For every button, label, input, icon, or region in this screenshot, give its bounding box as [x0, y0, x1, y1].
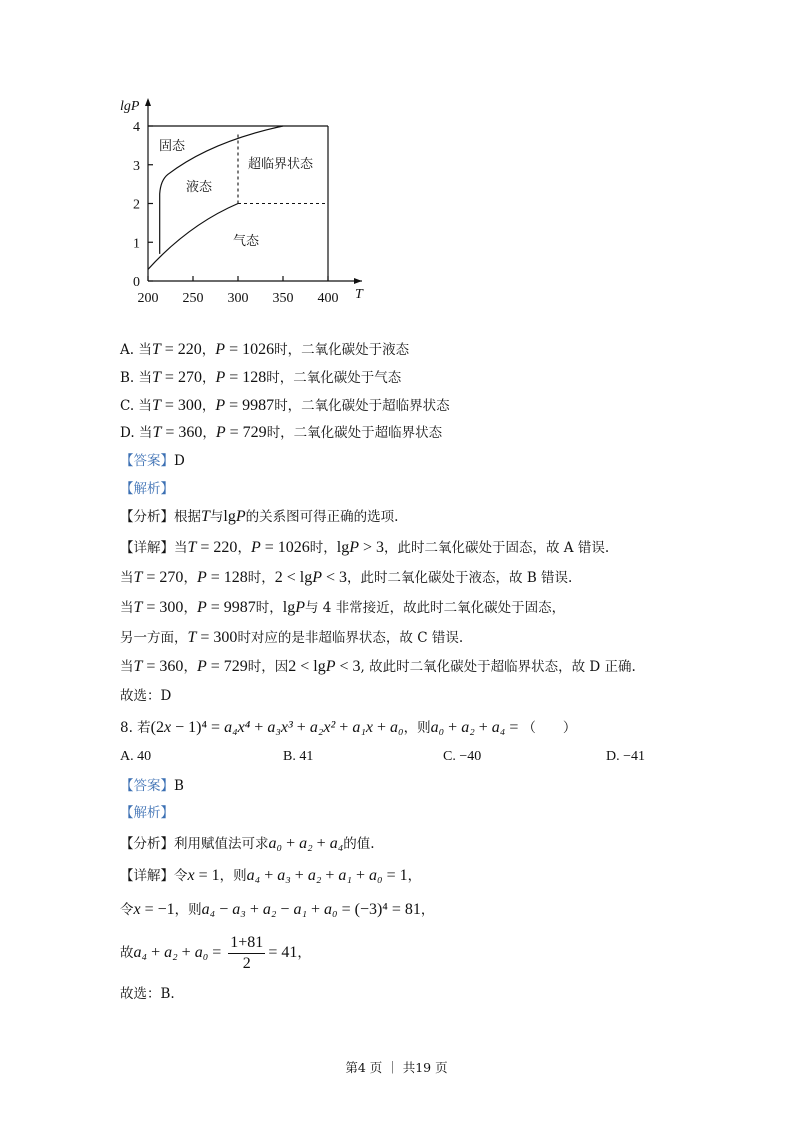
text-line	[120, 628, 463, 648]
text-line	[120, 340, 409, 360]
numerator: 1+81	[228, 933, 265, 954]
math-run: T	[187, 629, 197, 646]
fraction	[228, 933, 265, 974]
math-run: a₄	[201, 901, 216, 918]
text-line	[120, 507, 398, 527]
text-run: ，	[202, 425, 216, 441]
y-axis-label: lgP	[120, 99, 140, 114]
math-run: a₄	[246, 867, 261, 884]
text-line	[120, 718, 576, 738]
text-line	[120, 866, 421, 886]
math-run: P	[196, 569, 207, 586]
text-run: 当	[120, 570, 134, 586]
text-line	[120, 451, 185, 471]
text-run: ，则	[403, 720, 431, 736]
math-run: T	[152, 424, 162, 441]
text-run: 时，	[247, 570, 275, 586]
math-run: +	[260, 867, 278, 884]
text-run: 【详解】令	[120, 868, 188, 884]
option-b: B. 41	[283, 749, 314, 764]
text-line	[120, 368, 401, 388]
math-run: > 3	[358, 539, 385, 556]
text-run: 当	[120, 659, 134, 675]
math-run: a₂	[461, 719, 475, 736]
text-line	[120, 598, 565, 618]
math-run: = (−3)⁴ = 81	[337, 901, 421, 918]
math-run: < 3	[322, 569, 348, 586]
math-run: P	[215, 341, 226, 358]
phase-diagram-chart	[0, 0, 793, 320]
math-run: = 1026	[260, 539, 310, 556]
math-run: T	[152, 369, 161, 386]
text-run: 时，二氧化碳处于超临界状态	[266, 425, 443, 441]
section-label: 【答案】	[120, 778, 174, 794]
math-run: P	[196, 599, 207, 616]
text-run: ，	[420, 902, 435, 918]
math-run: a₄	[329, 835, 344, 852]
text-run: 【分析】利用赋值法可求	[120, 836, 269, 852]
math-run: a₃	[277, 867, 291, 884]
math-run: +	[335, 719, 353, 736]
text-run: 时，二氧化碳处于超临界状态	[274, 398, 450, 414]
math-run: P	[196, 658, 207, 675]
text-run: ，则	[219, 868, 247, 884]
math-run: +	[321, 867, 339, 884]
text-line	[120, 396, 450, 416]
math-run: = 360	[161, 424, 203, 441]
text-run: ，	[183, 659, 197, 675]
text-line	[120, 538, 609, 558]
math-run: P	[349, 539, 359, 556]
text-line	[120, 900, 434, 920]
math-run: < 3	[335, 658, 361, 675]
text-run: A. 当	[120, 342, 152, 358]
page-footer: 第4 页 ｜ 共19 页	[345, 1060, 448, 1075]
denominator: 2	[242, 955, 251, 972]
math-run: a₄x⁴	[224, 719, 251, 736]
text-run: 时，	[255, 600, 283, 616]
math-run: a₀	[194, 944, 209, 961]
text-run: ，	[297, 945, 311, 961]
math-run: a₁	[338, 867, 352, 884]
text-run: ，	[407, 868, 422, 884]
math-run: +	[250, 719, 268, 736]
math-run: +	[292, 719, 310, 736]
math-run: = 300	[160, 397, 202, 414]
option-a: A. 40	[120, 749, 152, 764]
math-run: = 729	[206, 658, 248, 675]
math-run: a₂	[164, 944, 178, 961]
text-line	[120, 776, 184, 796]
math-run: P	[235, 508, 246, 525]
math-run: = 9987	[206, 599, 256, 616]
math-run: = 270	[142, 569, 184, 586]
section-label: 【解析】	[120, 481, 174, 497]
text-run: 时，	[309, 540, 337, 556]
math-run: a₁x	[352, 719, 373, 736]
math-run: lg	[282, 599, 296, 616]
math-run: = 360	[142, 658, 184, 675]
math-run: 2 < lg	[288, 658, 326, 675]
math-run: a₀	[369, 867, 383, 884]
x-tick-label: 250	[182, 291, 204, 306]
region-label: 气态	[233, 234, 260, 249]
math-run: P	[215, 397, 226, 414]
math-run: +	[312, 835, 330, 852]
math-run: +	[307, 901, 325, 918]
math-run: a₂x²	[309, 719, 336, 736]
text-line	[120, 479, 174, 499]
text-run: 当	[120, 600, 134, 616]
math-run: 2 < lg	[274, 569, 313, 586]
math-run: a₀	[324, 901, 338, 918]
series-gas-liquid-boundary	[148, 204, 238, 270]
text-run: ，	[183, 570, 197, 586]
math-run: = 1	[382, 867, 408, 884]
x-tick-label: 300	[227, 291, 249, 306]
y-axis-arrow-icon	[145, 98, 151, 106]
text-run: 时，二氧化碳处于气态	[266, 370, 402, 386]
y-tick-label: 1	[133, 236, 140, 252]
region-label: 超临界状态	[248, 157, 314, 172]
math-run: T	[133, 599, 143, 616]
text-run: 【分析】根据	[120, 509, 201, 525]
text-run: , 故此时二氧化碳处于超临界状态，故 D 正确.	[360, 659, 636, 675]
text-run: D. 当	[120, 425, 153, 441]
text-run: 故	[120, 945, 134, 961]
math-run: a₄	[491, 719, 506, 736]
text-run: 的值.	[343, 836, 375, 852]
section-label: 【解析】	[120, 805, 174, 821]
text-line	[120, 423, 442, 443]
math-run: a₀	[268, 835, 283, 852]
option-d: D. −41	[606, 749, 646, 764]
math-run: a₄	[133, 944, 148, 961]
math-run: lg	[223, 508, 236, 525]
math-run: =	[208, 944, 226, 961]
text-run: ，此时二氧化碳处于液态，故 B 错误.	[347, 570, 573, 586]
text-run: 【详解】当	[120, 540, 188, 556]
math-run: P	[215, 424, 226, 441]
math-run: =	[505, 719, 523, 736]
math-run: a₁	[293, 901, 307, 918]
text-run: ，	[183, 600, 197, 616]
math-run: P	[325, 658, 336, 675]
math-run: P	[250, 539, 261, 556]
math-run: T	[151, 341, 161, 358]
text-run: 故选：B.	[120, 986, 175, 1002]
text-run: 时，因	[247, 659, 289, 675]
text-run: （ ）	[522, 720, 577, 736]
text-run: ，	[237, 540, 251, 556]
text-run: 的关系图可得正确的选项.	[245, 509, 399, 525]
text-run: 另一方面，	[120, 630, 188, 646]
text-line	[120, 568, 572, 588]
x-axis-arrow-icon	[354, 278, 362, 284]
math-run: +	[444, 719, 462, 736]
math-run: +	[474, 719, 492, 736]
math-run: = 1026	[225, 341, 275, 358]
region-label: 液态	[186, 180, 213, 195]
math-run: +	[245, 901, 263, 918]
text-run: D	[174, 453, 185, 469]
section-label: 【答案】	[120, 453, 174, 469]
math-run: = 41	[268, 944, 298, 961]
math-run: x	[164, 719, 172, 736]
region-label: 固态	[159, 139, 186, 154]
text-line	[120, 686, 171, 706]
math-run: T	[201, 508, 210, 525]
math-run: = 729	[225, 424, 267, 441]
math-run: x	[133, 901, 141, 918]
math-run: = 1	[194, 867, 220, 884]
math-run: −	[215, 901, 233, 918]
x-axis-label: T	[355, 287, 363, 302]
y-tick-label: 0	[133, 275, 140, 290]
math-run: a₀	[430, 719, 445, 736]
text-run: 8. 若	[120, 720, 151, 736]
math-run: (2	[150, 719, 164, 736]
text-run: 时对应的是非超临界状态，故 C 错误.	[237, 630, 464, 646]
text-run: ，则	[174, 902, 202, 918]
math-run: +	[177, 944, 195, 961]
text-run: 令	[120, 902, 134, 918]
x-tick-label: 400	[317, 291, 339, 306]
math-run: = 128	[225, 369, 267, 386]
option-c: C. −40	[443, 749, 482, 764]
text-line	[120, 657, 636, 677]
x-tick-label: 350	[272, 291, 294, 306]
text-run: 故选：D	[120, 688, 172, 704]
y-tick-label: 4	[133, 120, 140, 135]
text-run: C. 当	[120, 398, 152, 414]
text-run: B	[174, 778, 184, 794]
text-run: 与 4 非常接近，故此时二氧化碳处于固态，	[304, 600, 566, 616]
math-run: a₂	[307, 867, 322, 884]
math-run: T	[133, 658, 143, 675]
math-run: P	[215, 369, 226, 386]
math-run: a₃	[232, 901, 246, 918]
math-run: = 300	[196, 629, 238, 646]
math-run: +	[290, 867, 308, 884]
text-line	[120, 933, 311, 974]
math-run: lg	[336, 539, 350, 556]
math-run: = 300	[142, 599, 184, 616]
text-run: ，	[201, 370, 216, 386]
text-run: 时，二氧化碳处于液态	[274, 342, 410, 358]
math-run: = 220	[160, 341, 202, 358]
math-run: +	[373, 719, 391, 736]
x-tick-label: 200	[137, 291, 159, 306]
math-run: T	[151, 397, 161, 414]
text-run: 与	[209, 509, 224, 525]
math-run: a₂	[299, 835, 313, 852]
text-run: B. 当	[120, 370, 153, 386]
math-run: = 128	[206, 569, 248, 586]
math-run: T	[133, 569, 143, 586]
math-run: T	[187, 539, 197, 556]
text-line	[120, 803, 174, 823]
math-run: +	[282, 835, 300, 852]
math-run: x	[187, 867, 195, 884]
math-run: a₀	[390, 719, 404, 736]
math-run: − 1)⁴ =	[171, 719, 225, 736]
math-run: P	[295, 599, 305, 616]
math-run: +	[147, 944, 165, 961]
math-run: = 220	[196, 539, 238, 556]
text-run: ，此时二氧化碳处于固态，故 A 错误.	[384, 540, 610, 556]
y-tick-label: 2	[133, 197, 140, 213]
text-run: ，	[201, 342, 216, 358]
text-run: ，	[201, 398, 216, 414]
math-run: +	[351, 867, 370, 884]
math-run: a₂	[262, 901, 277, 918]
text-line	[120, 834, 375, 854]
math-run: P	[312, 569, 322, 586]
math-run: a₃x³	[267, 719, 293, 736]
y-tick-label: 3	[133, 158, 140, 174]
text-line	[120, 984, 175, 1004]
math-run: = 270	[160, 369, 202, 386]
math-run: = 9987	[225, 397, 275, 414]
math-run: −	[276, 901, 294, 918]
math-run: = −1	[140, 901, 175, 918]
